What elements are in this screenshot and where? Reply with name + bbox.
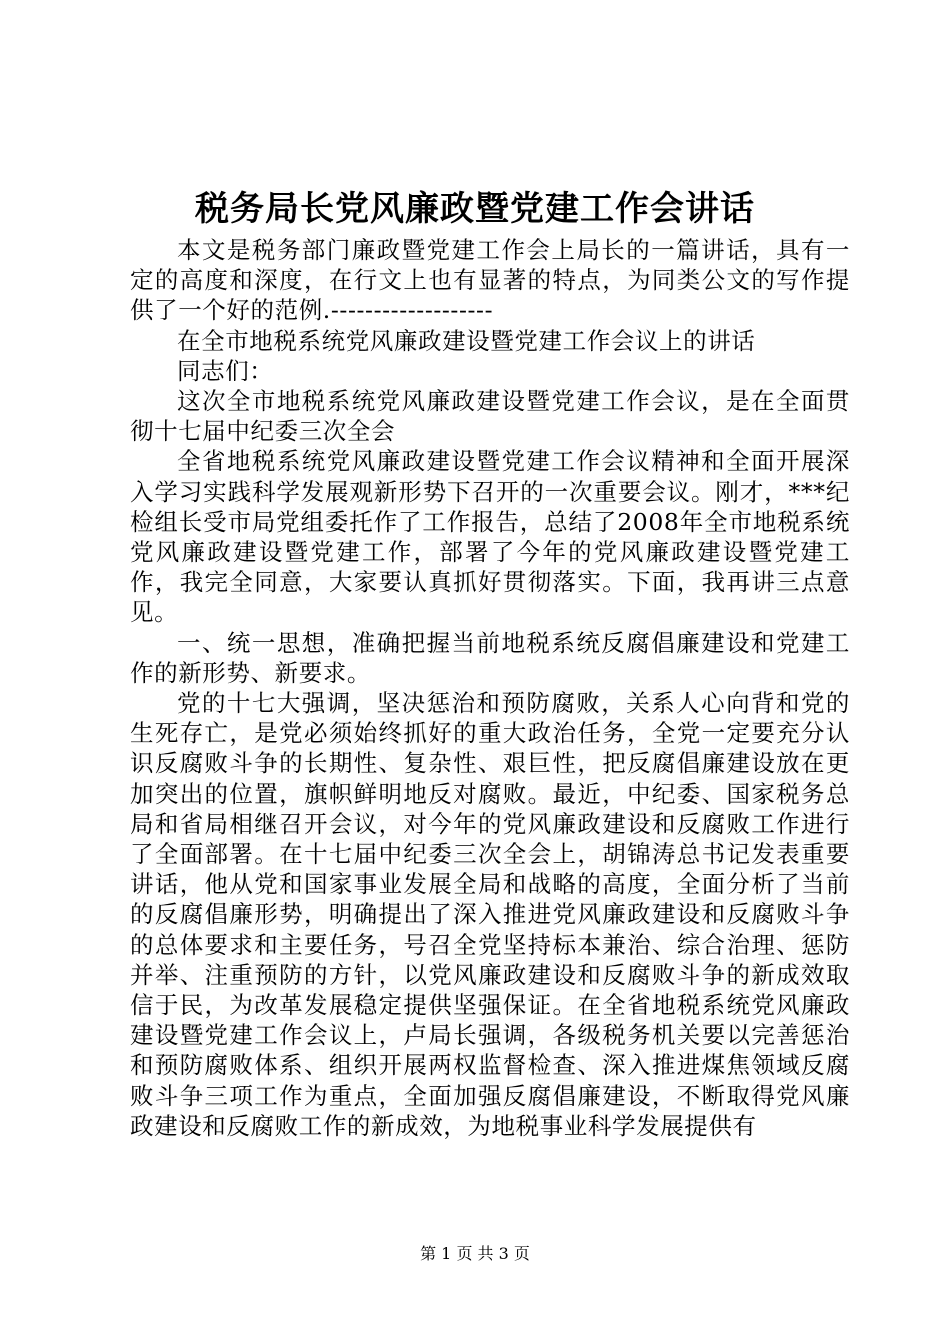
section-heading: 一、统一思想，准确把握当前地税系统反腐倡廉建设和党建工作的新形势、新要求。 xyxy=(130,628,850,687)
speech-heading: 在全市地税系统党风廉政建设暨党建工作会议上的讲话 xyxy=(177,326,756,355)
document-body xyxy=(130,235,850,1141)
salutation: 同志们： xyxy=(177,356,274,385)
body-paragraph: 这次全市地税系统党风廉政建设暨党建工作会议，是在全面贯彻十七届中纪委三次全会 xyxy=(130,387,850,446)
document-title: 税务局长党风廉政暨党建工作会讲话 xyxy=(195,189,755,229)
page-number-footer: 第 1 页 共 3 页 xyxy=(420,1244,530,1263)
body-paragraph: 党的十七大强调，坚决惩治和预防腐败，关系人心向背和党的生死存亡，是党必须始终抓好的重大政治任务，全党一定要充分认识反腐败斗争的长期性、复杂性、艰巨性，把反腐倡廉建设放在更加突出的位置，旗帜鲜明地反对腐败。最近，中纪委、国家税务总局和省局相继召开会议，对今年的党风廉政建设和反腐败工作进行了全面部署。在十七届中纪委三次全会上，胡锦涛总书记发表重要讲话，他从党和国家事业发展全局和战略的高度，全面分析了当前的反腐倡廉形势，明确提出了深入推进党风廉政建设和反腐败斗争的总体要求和主要任务，号召全党坚持标本兼治、综合治理、惩防并举、注重预防的方针，以党风廉政建设和反腐败斗争的新成效取信于民，为改革发展稳定提供坚强保证。在全省地税系统党风廉政建设暨党建工作会议上，卢局长强调，各级税务机关要以完善惩治和预防腐败体系、组织开展两权监督检查、深入推进煤焦领域反腐败斗争三项工作为重点，全面加强反腐倡廉建设，不断取得党风廉政建设和反腐败工作的新成效，为地税事业科学发展提供有 xyxy=(130,689,850,1140)
intro-paragraph: 本文是税务部门廉政暨党建工作会上局长的一篇讲话，具有一定的高度和深度，在行文上也有显著的特点，为同类公文的写作提供了一个好的范例.------------------- xyxy=(130,236,850,325)
body-paragraph: 全省地税系统党风廉政建设暨党建工作会议精神和全面开展深入学习实践科学发展观新形势下召开的一次重要会议。刚才，***纪检组长受市局党组委托作了工作报告，总结了2008年全市地税系统党风廉政建设暨党建工作，部署了今年的党风廉政建设暨党建工作，我完全同意，大家要认真抓好贯彻落实。下面，我再讲三点意见。 xyxy=(130,447,850,627)
